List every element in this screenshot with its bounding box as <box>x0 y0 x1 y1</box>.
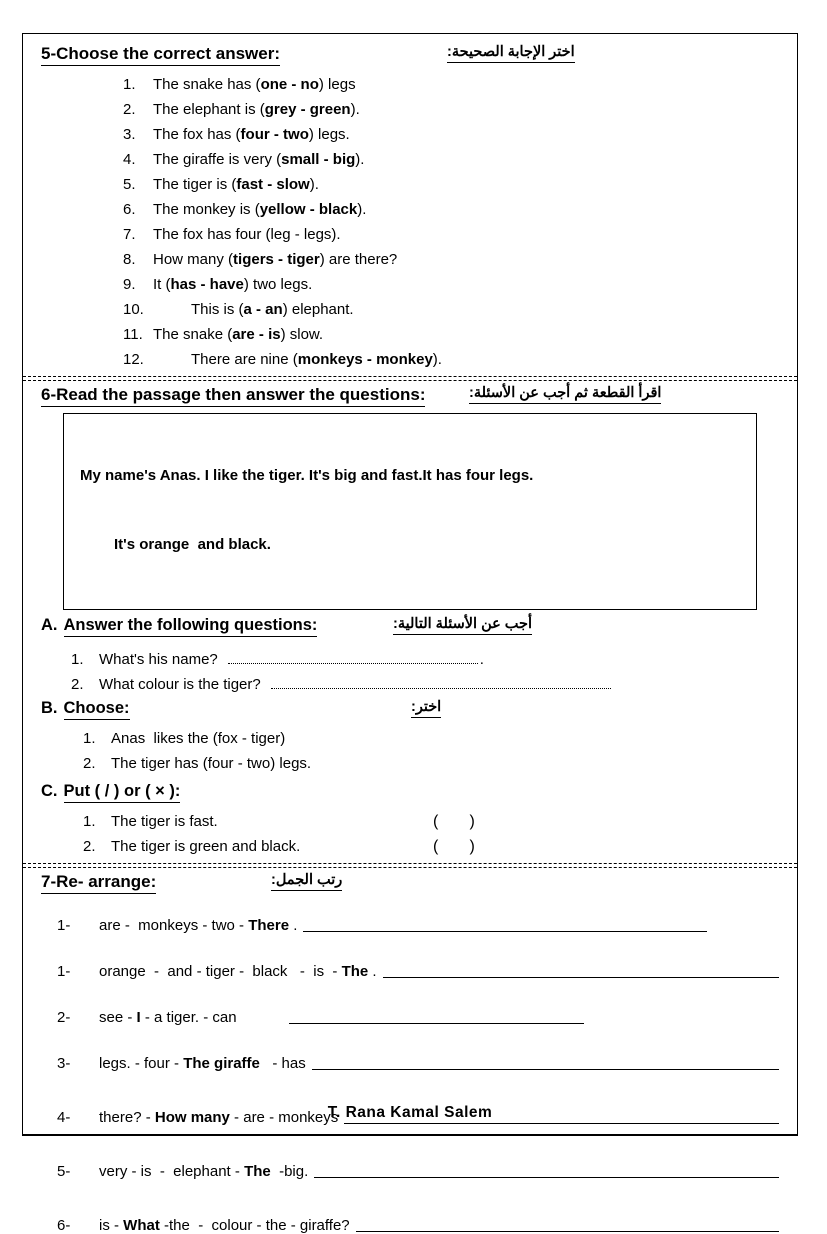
item-number: 1. <box>71 651 84 668</box>
question-text: What's his name? <box>99 651 218 668</box>
item-number: 2. <box>83 755 96 772</box>
question-item <box>123 322 797 347</box>
answer-blank-line <box>314 1177 779 1178</box>
part-b-title: Choose: <box>64 699 130 720</box>
item-text: The elephant is (grey - green). <box>153 101 360 118</box>
section6-heading <box>41 385 797 409</box>
dashed-divider <box>23 863 797 868</box>
item-text: The snake (are - is) slow. <box>153 326 324 343</box>
answer-blank-line <box>312 1069 779 1070</box>
question-row <box>83 809 797 834</box>
item-number: 6. <box>123 201 136 218</box>
passage-line: My name's Anas. I like the tiger. It's big and fast.It has four legs. <box>80 467 534 484</box>
item-number: 3- <box>57 1055 71 1072</box>
part-b-label: B. <box>41 699 58 717</box>
item-number: 2. <box>71 676 84 693</box>
item-text: There are nine (monkeys - monkey). <box>191 351 442 368</box>
part-c <box>23 782 797 859</box>
item-text: The monkey is (yellow - black). <box>153 201 367 218</box>
question-item <box>123 72 797 97</box>
scrambled-words: is - What -the - colour - the - giraffe? <box>99 1217 350 1234</box>
question-item <box>123 172 797 197</box>
item-number: 1- <box>57 917 71 934</box>
part-a-title: Answer the following questions: <box>64 616 318 637</box>
item-number: 1- <box>57 963 71 980</box>
item-number: 1. <box>83 730 96 747</box>
rearrange-item <box>57 1158 785 1180</box>
item-text: The fox has (four - two) legs. <box>153 126 350 143</box>
item-number: 2- <box>57 1009 71 1026</box>
question-row <box>83 751 797 776</box>
dashed-divider <box>23 376 797 381</box>
part-a <box>23 616 797 693</box>
question-item <box>123 122 797 147</box>
section5-question-list <box>123 72 797 372</box>
question-text: What colour is the tiger? <box>99 676 261 693</box>
item-number: 1. <box>83 813 96 830</box>
part-b-title-arabic: اختر: <box>411 699 441 718</box>
rearrange-item <box>57 1212 785 1234</box>
scrambled-words: very - is - elephant - The -big. <box>99 1163 309 1180</box>
section7-title-arabic: رتب الجمل: <box>271 872 342 891</box>
question-row <box>83 834 797 859</box>
question-item <box>123 147 797 172</box>
item-text: The tiger is (fast - slow). <box>153 176 319 193</box>
section5-heading <box>41 44 797 68</box>
item-text: This is (a - an) elephant. <box>191 301 354 318</box>
answer-parentheses: ( ) <box>433 837 475 855</box>
scrambled-words: there? - How many - are - monkeys <box>99 1109 339 1126</box>
section5-title: 5-Choose the correct answer: <box>41 44 280 66</box>
item-number: 3. <box>123 126 136 143</box>
teacher-signature: T. Rana Kamal Salem <box>327 1104 493 1121</box>
item-number: 1. <box>123 76 136 93</box>
rearrange-item <box>57 1004 785 1026</box>
answer-blank-line <box>356 1231 779 1232</box>
item-number: 5. <box>123 176 136 193</box>
scrambled-words: orange - and - tiger - black - is - The . <box>99 963 377 980</box>
question-item <box>123 97 797 122</box>
question-row <box>83 726 797 751</box>
section6-title: 6-Read the passage then answer the questions: <box>41 385 425 407</box>
question-item <box>123 222 797 247</box>
answer-parentheses: ( ) <box>433 812 475 830</box>
item-number: 4- <box>57 1109 71 1126</box>
question-row <box>71 668 797 693</box>
answer-blank-line <box>289 1023 584 1024</box>
section5-title-arabic: اختر الإجابة الصحيحة: <box>447 44 575 63</box>
part-c-heading <box>41 782 797 806</box>
rearrange-item <box>57 1050 785 1072</box>
part-a-title-arabic: أجب عن الأسئلة التالية: <box>393 616 532 635</box>
scrambled-words: see - I - a tiger. - can <box>99 1009 237 1026</box>
part-c-label: C. <box>41 782 58 800</box>
rearrange-item <box>57 958 785 980</box>
item-number: 7. <box>123 226 136 243</box>
answer-blank-line <box>383 977 779 978</box>
item-number: 10. <box>123 301 144 318</box>
line-tail: . <box>479 651 484 668</box>
section7-title: 7-Re- arrange: <box>41 872 156 894</box>
question-item <box>123 297 797 322</box>
item-text: The fox has four (leg - legs). <box>153 226 341 243</box>
question-text: The tiger is fast. <box>111 813 218 830</box>
section6-title-arabic: اقرأ القطعة ثم أجب عن الأسئلة: <box>469 385 661 404</box>
item-text: The snake has (one - no) legs <box>153 76 356 93</box>
item-number: 8. <box>123 251 136 268</box>
section7-heading <box>41 872 797 896</box>
part-b-heading <box>41 699 797 723</box>
answer-blank-line <box>303 931 707 932</box>
question-row <box>71 643 797 668</box>
item-number: 2. <box>83 838 96 855</box>
rearrange-list <box>57 912 785 1234</box>
item-number: 9. <box>123 276 136 293</box>
answer-dotted-line <box>228 663 478 664</box>
question-text: The tiger is green and black. <box>111 838 301 855</box>
question-item <box>123 272 797 297</box>
item-number: 2. <box>123 101 136 118</box>
question-item <box>123 247 797 272</box>
part-a-heading <box>41 616 797 640</box>
item-text: How many (tigers - tiger) are there? <box>153 251 398 268</box>
item-number: 5- <box>57 1163 71 1180</box>
answer-dotted-line <box>271 688 611 689</box>
scrambled-words: are - monkeys - two - There . <box>99 917 298 934</box>
question-item <box>123 347 797 372</box>
question-text: Anas likes the (fox - tiger) <box>111 730 286 747</box>
reading-passage-box <box>63 413 757 610</box>
part-c-title: Put ( / ) or ( × ): <box>64 782 181 803</box>
question-item <box>123 197 797 222</box>
part-a-label: A. <box>41 616 58 634</box>
question-text: The tiger has (four - two) legs. <box>111 755 312 772</box>
passage-line: It's orange and black. <box>114 536 271 553</box>
item-number: 11. <box>123 326 143 343</box>
worksheet-page <box>22 33 798 1234</box>
answer-blank-line <box>344 1123 779 1124</box>
item-number: 12. <box>123 351 144 368</box>
item-number: 6- <box>57 1217 71 1234</box>
item-number: 4. <box>123 151 136 168</box>
rearrange-item <box>57 912 785 934</box>
part-b <box>23 699 797 776</box>
item-text: The giraffe is very (small - big). <box>153 151 365 168</box>
scrambled-words: legs. - four - The giraffe - has <box>99 1055 306 1072</box>
item-text: It (has - have) two legs. <box>153 276 313 293</box>
